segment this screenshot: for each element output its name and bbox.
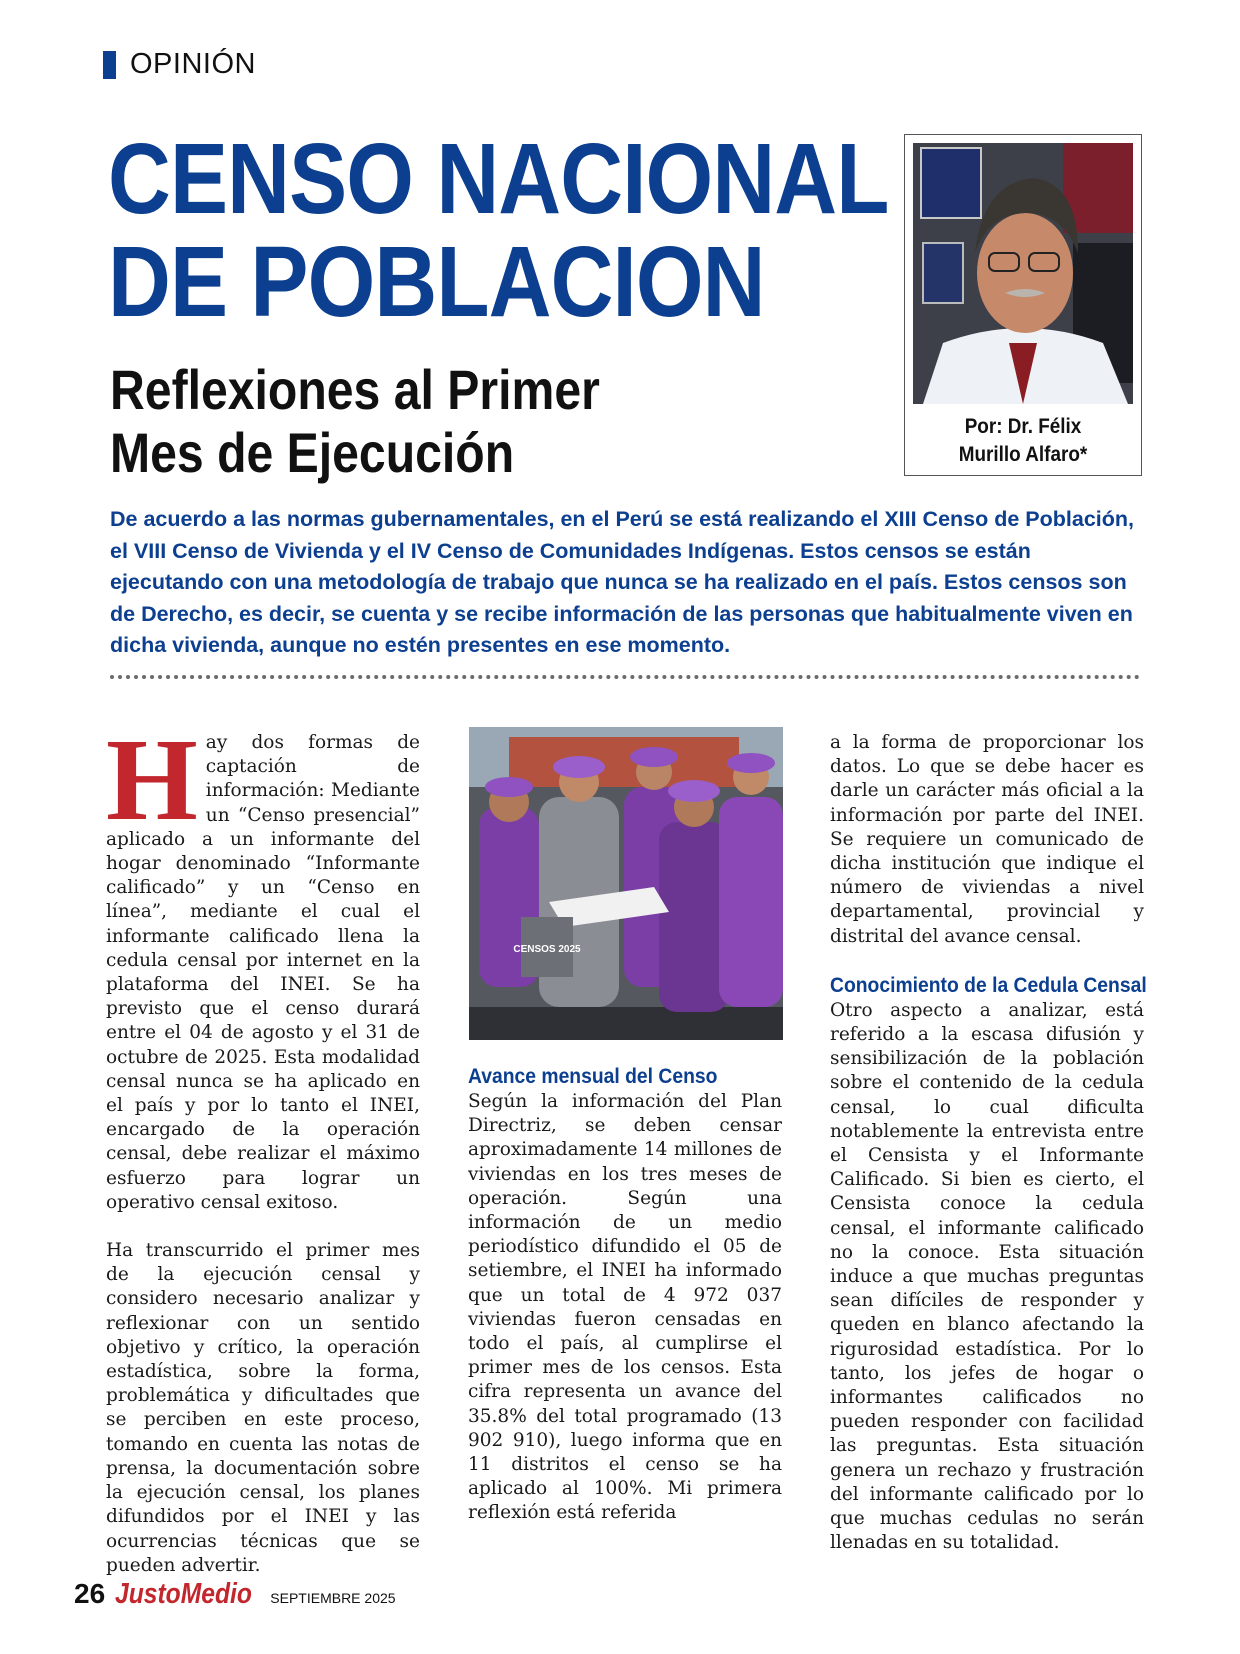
magazine-logo-part-1: Justo bbox=[115, 1578, 181, 1610]
subtitle-line-2: Mes de Ejecución bbox=[110, 421, 515, 484]
page-number: 26 bbox=[74, 1578, 106, 1609]
magazine-logo bbox=[115, 1578, 252, 1611]
author-portrait-illustration bbox=[913, 143, 1133, 404]
author-line-1: Por: Dr. Félix bbox=[964, 415, 1082, 438]
drop-cap: H bbox=[106, 714, 198, 845]
article-subtitle bbox=[110, 358, 600, 484]
col1-paragraph-2: Ha transcurrido el primer mes de la ejecución censal y considero necesario analizar y reflexionar con un sentido objetivo y crítico, la operación estadística, sobre la forma, problemática y dificultades que se perciben en este proceso, tomando en cuenta las notas de prensa, la documentación sobre la ejecución censal, los planes difundidos por el INEI y las ocurrencias técnicas que se pueden advertir. bbox=[106, 1240, 420, 1576]
column-1 bbox=[106, 714, 420, 1578]
author-photo bbox=[913, 143, 1133, 404]
photo-bag-badge: CENSOS 2025 bbox=[513, 944, 581, 955]
census-workers-photo bbox=[469, 727, 783, 1040]
section-label: OPINIÓN bbox=[130, 48, 256, 80]
author-byline bbox=[917, 413, 1129, 469]
col2-paragraph-1: Según la información del Plan Directriz, se deben censar aproximadamente 14 millones de viviendas en los tres meses de operación. Según una información de un medio periodístico difundido el 05 de setiembre, el INEI ha informado que un total de 4 972 037 viviendas fueron censadas en todo el país, al cumplirse el primer mes de los censos. Esta cifra representa un avance del 35.8% del total programado (13 902 910), luego informa que en 11 distritos el censo se ha aplicado al 100%. Mi primera reflexión está referida bbox=[468, 1091, 782, 1524]
issue-date: SEPTIEMBRE 2025 bbox=[270, 1590, 396, 1606]
page-footer bbox=[74, 1578, 396, 1611]
census-photo-illustration bbox=[469, 727, 783, 1040]
section-tag bbox=[103, 48, 256, 81]
col3-paragraph-1: a la forma de proporcionar los datos. Lo que se debe hacer es darle un carácter más oficial a la información por parte del INEI. Se requiere un comunicado de dicha institución que indique el número de viviendas a nivel departamental, provincial y distrital del avance censal. bbox=[830, 732, 1144, 947]
subtitle-line-1: Reflexiones al Primer bbox=[110, 358, 600, 421]
dotted-divider bbox=[110, 675, 1140, 679]
column-3 bbox=[830, 731, 1147, 1556]
title-line-2: DE POBLACION bbox=[108, 226, 765, 338]
col1-paragraph-1: ay dos formas de captación de información: Mediante un “Censo presencial” aplicado a un informante del hogar denominado “Informante calificado” y un “Censo en línea”, mediante el cual el informante calificado llena la cedula censal por internet en la plataforma del INEI. Se ha previsto que el censo durará entre el 04 de agosto y el 31 de octubre de 2025. Esta modalidad censal nunca se ha aplicado en el país y por lo tanto el INEI, encargado de la operación censal, debe realizar el máximo esfuerzo para lograr un operativo censal exitoso. bbox=[106, 732, 420, 1213]
author-box bbox=[904, 134, 1142, 476]
column-2 bbox=[468, 1064, 782, 1526]
article-title bbox=[108, 123, 889, 338]
magazine-logo-part-2: Medio bbox=[180, 1578, 253, 1610]
col3-heading: Conocimiento de la Cedula Censal bbox=[830, 973, 1147, 997]
author-line-2: Murillo Alfaro* bbox=[958, 443, 1088, 466]
title-line-1: CENSO NACIONAL bbox=[108, 123, 889, 235]
lead-paragraph: De acuerdo a las normas gubernamentales, en el Perú se está realizando el XIII Censo de Población, el VIII Censo de Vivienda y el IV Censo de Comunidades Indígenas. Estos censos se están ejecutando con una metodología de trabajo que nunca se ha realizado en el país. Estos censos son de Derecho, es decir, se cuenta y se recibe información de las personas que habitualmente viven en dicha vivienda, aunque no estén presentes en ese momento. bbox=[110, 507, 1135, 657]
col3-paragraph-2: Otro aspecto a analizar, está referido a la escasa difusión y sensibilización de la población sobre el contenido de la cedula censal, lo cual dificulta notablemente la entrevista entre el Censista y el Informante Calificado. Si bien es cierto, el Censista conoce la cedula censal, el informante calificado no la conoce. Esta situación induce a que muchas preguntas sean difíciles de responder y queden en blanco afectando la rigurosidad estadística. Por lo tanto, los jefes de hogar o informantes calificados no pueden responder con facilidad las preguntas. Esta situación genera un rechazo y frustración del informante calificado por lo que muchas cedulas no serán llenadas en su totalidad. bbox=[830, 999, 1144, 1554]
section-bar bbox=[103, 51, 116, 79]
col2-heading: Avance mensual del Censo bbox=[468, 1065, 718, 1088]
